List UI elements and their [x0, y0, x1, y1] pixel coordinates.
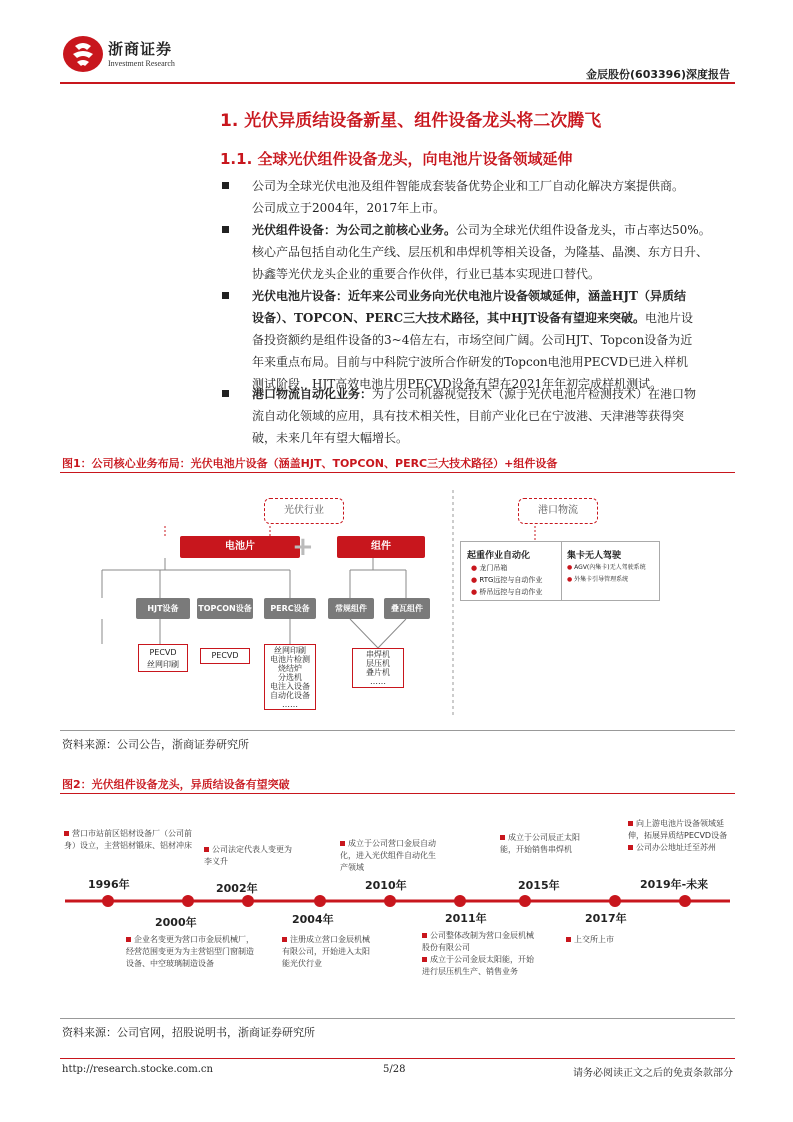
year-2010: 2010年: [365, 879, 407, 892]
year-2004: 2004年: [292, 913, 334, 926]
footer-url[interactable]: http://research.stocke.com.cn: [62, 1064, 213, 1075]
year-1996: 1996年: [88, 878, 130, 891]
conventional-module: 常规组件: [328, 598, 374, 619]
figure-2-timeline: [60, 800, 735, 1015]
note-2000: 企业名变更为营口市金辰机械厂，经营范围变更为为主营铝型门窗制造设备、中空玻璃制造设备: [126, 935, 254, 968]
bullet-1: 公司为全球光伏电池及组件智能成套装备优势企业和工厂自动化解决方案提供商。 公司成立于2004年，2017年上市。: [222, 175, 740, 219]
brand-name-en: Investment Research: [108, 59, 175, 68]
bullet-3: 光伏电池片设备：近年来公司业务向光伏电池片设备领域延伸，涵盖HJT（异质结 设备）、TOPCON、PERC三大技术路径，其中HJT设备有望迎来突破。电池片设 备投资额约是组件设备的3~4倍左右，市场空间广阔。公司HJT、Topcon设备为近 年来重点布局。目前与中科院宁波所合作研发的Topcon电池用PECVD已进入样机 测试阶段，HJT高效电池片用PECVD设备有望在2021年年初完成样机测试。: [222, 285, 740, 395]
figure-2-source-rule: [60, 1018, 735, 1019]
pv-industry-label: 光伏行业: [264, 498, 344, 524]
note-2010: 成立于公司营口金辰自动化，进入光伏组件自动化生产领域: [340, 839, 436, 872]
note-2017: 上交所上市: [566, 934, 646, 946]
module-equipment-box: 组件: [337, 536, 425, 558]
year-2000: 2000年: [155, 916, 197, 929]
figure-1-rule: [60, 472, 735, 473]
topcon-equipment: TOPCON设备: [197, 598, 253, 619]
bullet-4: 港口物流自动化业务：为了公司机器视觉技术（源于光伏电池片检测技术）在港口物 流自动化领域的应用，具有技术相关性，目前产业化已在宁波港、天津港等获得突 破，未来几年有望大幅增长。: [222, 383, 740, 449]
shingled-module: 叠瓦组件: [384, 598, 430, 619]
year-2011: 2011年: [445, 912, 487, 925]
port-automation-panel: 起重作业自动化 ● 龙门吊箱 ● RTG远控与自动作业 ● 桥吊远控与自动作业 集卡无人驾驶 ● AGV(內集卡)无人驾驶系统 ● 外集卡引导管理系统: [460, 541, 660, 601]
cell-equipment-box: 电池片: [180, 536, 300, 558]
note-2019: 向上游电池片设备领域延伸，拓展异质结PECVD设备 公司办公地址迁至苏州: [628, 819, 728, 852]
report-title: 金辰股份(603396)深度报告: [586, 68, 730, 81]
figure-2-source: 资料来源：公司官网，招股说明书，浙商证券研究所: [62, 1026, 315, 1039]
module-items: 串焊机 层压机 叠片机 ……: [352, 648, 404, 688]
page-number: 5/28: [383, 1064, 406, 1075]
perc-equipment: PERC设备: [264, 598, 316, 619]
note-2004: 注册成立营口金辰机械有限公司，开始进入太阳能光伏行业: [282, 935, 370, 968]
figure-1-source: 资料来源：公司公告，浙商证券研究所: [62, 738, 249, 751]
note-2011: 公司整体改制为营口金辰机械股份有限公司 成立于公司金辰太阳能，开始进行层压机生产、销售业务: [422, 931, 534, 976]
subsection-heading: 1.1. 全球光伏组件设备龙头，向电池片设备领域延伸: [220, 150, 573, 168]
figure-2-rule: [60, 793, 735, 794]
figure-1-diagram: [60, 476, 735, 730]
header-rule: [60, 82, 735, 84]
topcon-items: PECVD: [200, 648, 250, 664]
port-logistics-label: 港口物流: [518, 498, 598, 524]
note-2015: 成立于公司辰正太阳能，开始销售串焊机: [500, 833, 580, 854]
perc-items: 丝网印刷 电池片检测 烧结炉 分选机 电注入设备 自动化设备 ……: [264, 644, 316, 710]
plus-icon: +: [292, 532, 314, 562]
disclaimer: 请务必阅读正文之后的免责条款部分: [573, 1068, 733, 1079]
year-2002: 2002年: [216, 882, 258, 895]
figure-1-source-rule: [60, 730, 735, 731]
company-logo: [63, 36, 103, 72]
figure-2-title: 图2：光伏组件设备龙头，异质结设备有望突破: [62, 778, 290, 791]
section-heading: 1. 光伏异质结设备新星、组件设备龙头将二次腾飞: [220, 111, 602, 131]
hjt-equipment: HJT设备: [136, 598, 190, 619]
brand-name: 浙商证券: [108, 40, 173, 58]
bullet-2: 光伏组件设备：为公司之前核心业务。公司为全球光伏组件设备龙头，市占率达50%。 核心产品包括自动化生产线、层压机和串焊机等相关设备，为隆基、晶澳、东方日升、 协鑫等光伏龙头企业的重要合作伙伴，行业已基本实现进口替代。: [222, 219, 740, 285]
year-2017: 2017年: [585, 912, 627, 925]
note-1996: 营口市站前区铝材设备厂（公司前身）设立，主营铝材锻床、铝材冲床: [64, 829, 192, 850]
hjt-items: PECVD 丝网印刷: [138, 644, 188, 672]
note-2002: 公司法定代表人变更为李义升: [204, 845, 292, 866]
footer-rule: [60, 1058, 735, 1059]
year-2015: 2015年: [518, 879, 560, 892]
year-2019-future: 2019年-未来: [640, 878, 709, 891]
figure-1-title: 图1：公司核心业务布局：光伏电池片设备（涵盖HJT、TOPCON、PERC三大技术路径）+组件设备: [62, 457, 558, 470]
